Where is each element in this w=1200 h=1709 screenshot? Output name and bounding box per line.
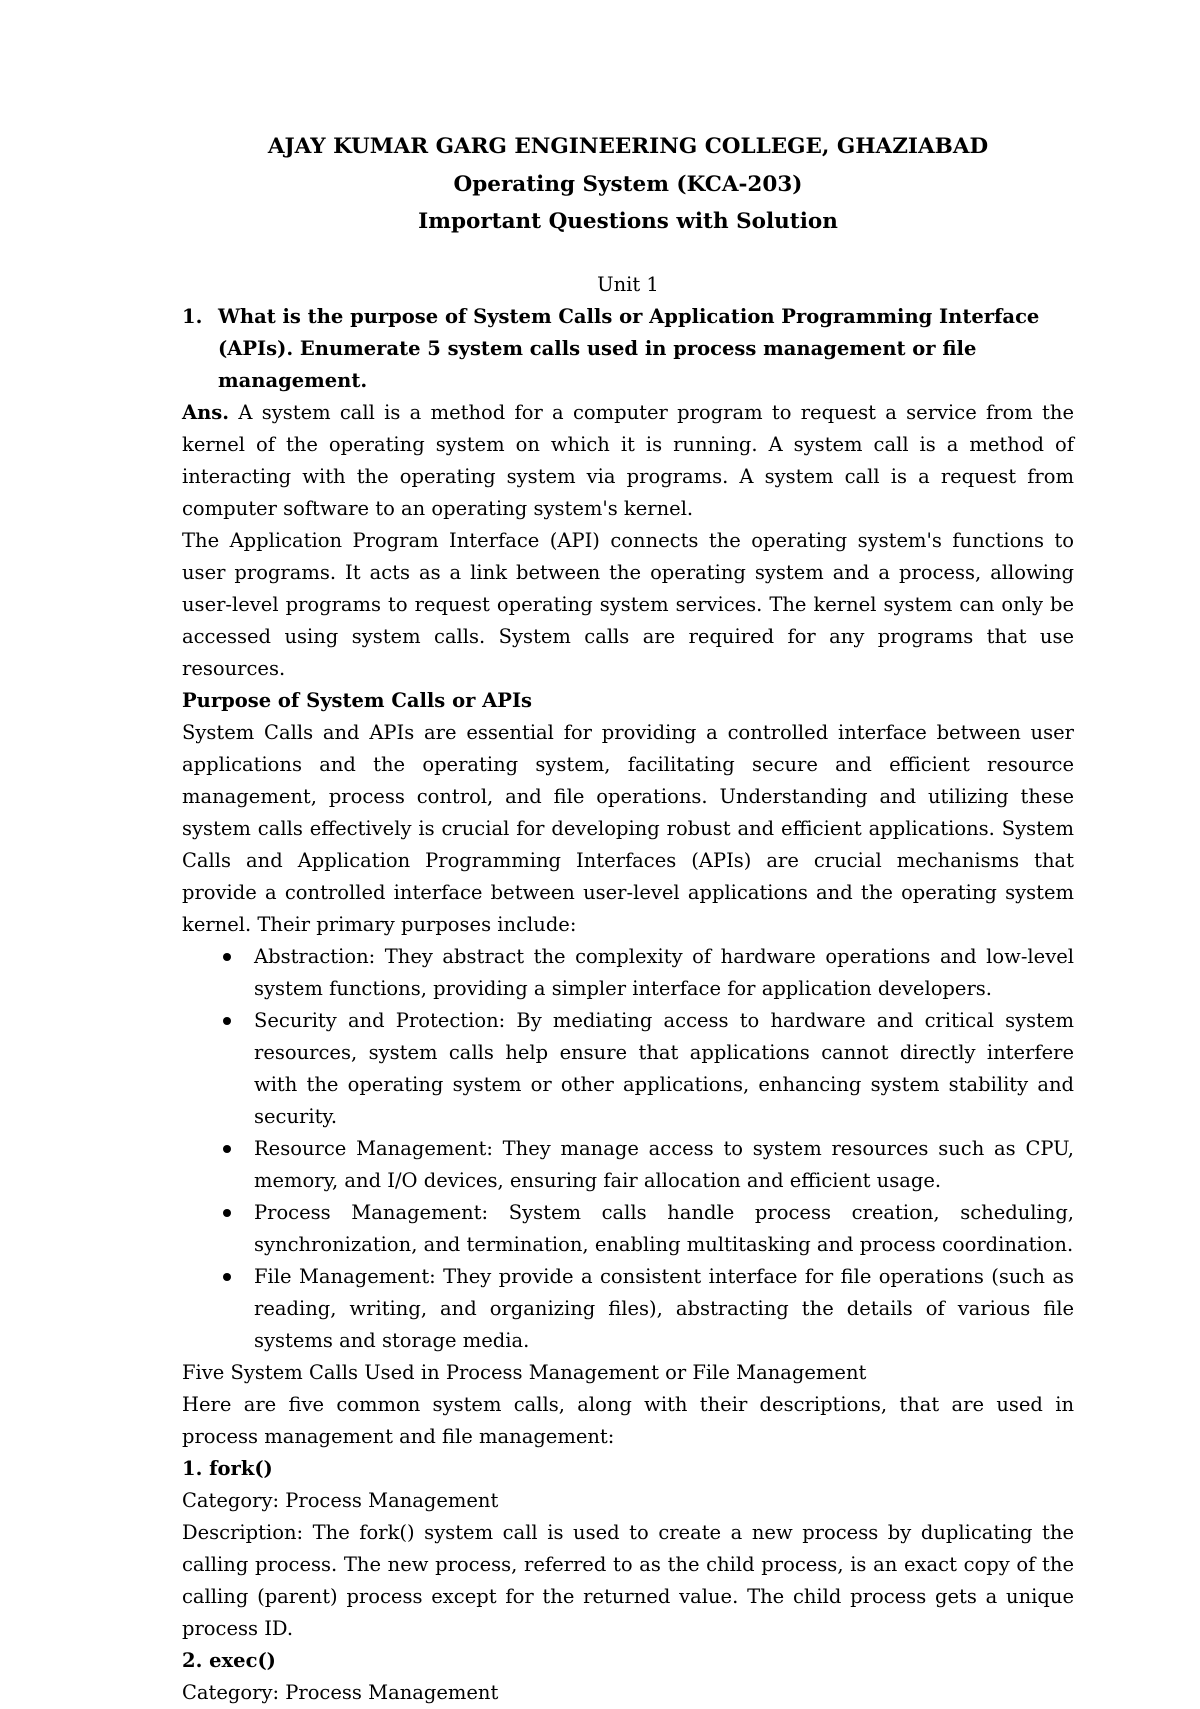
list-item [182, 1133, 1074, 1197]
answer-paragraph-2: The Application Program Interface (API) connects the operating system's functions to user programs. It acts as a link between the operating system and a process, allowing user-level programs to request operating system services. The kernel system can only be accessed using system calls. System calls are required for any programs that use resources. [182, 528, 1074, 680]
bullet-text-abstraction: Abstraction: They abstract the complexity of hardware operations and low-level system functions, providing a simpler interface for application developers. [254, 944, 1074, 1000]
bullet-text-resource: Resource Management: They manage access to system resources such as CPU, memory, and I/O devices, ensuring fair allocation and efficient usage. [254, 1136, 1074, 1192]
bullet-text-process: Process Management: System calls handle process creation, scheduling, synchronization, and termination, enabling multitasking and process coordination. [254, 1200, 1074, 1256]
five-calls-heading: Five System Calls Used in Process Management or File Management [182, 1360, 867, 1384]
question-1 [182, 301, 1074, 397]
bullet-icon [182, 1133, 254, 1197]
answer-paragraph-1 [182, 397, 1074, 525]
bullet-icon [182, 941, 254, 1005]
exec-category: Category: Process Management [182, 1680, 499, 1704]
list-item [182, 1261, 1074, 1357]
fork-category: Category: Process Management [182, 1488, 499, 1512]
course-title: Operating System (KCA-203) [453, 171, 803, 197]
bullet-text-security: Security and Protection: By mediating access to hardware and critical system resources, system calls help ensure that applications cannot directly interfere with the operating system or other applications, enhancing system stability and security. [254, 1008, 1074, 1128]
answer-text-1: A system call is a method for a computer program to request a service from the kernel of the operating system on which it is running. A system call is a method of interacting with the operating system via programs. A system call is a request from computer software to an operating system's kernel. [182, 400, 1074, 520]
fork-title: 1. fork() [182, 1456, 273, 1480]
exec-title: 2. exec() [182, 1648, 276, 1672]
purpose-paragraph: System Calls and APIs are essential for providing a controlled interface between user applications and the operating system, facilitating secure and efficient resource management, process control, and file operations. Understanding and utilizing these system calls effectively is crucial for developing robust and efficient applications. System Calls and Application Programming Interfaces (APIs) are crucial mechanisms that provide a controlled interface between user-level applications and the operating system kernel. Their primary purposes include: [182, 720, 1074, 936]
document-content [182, 128, 1074, 1709]
list-item [182, 1197, 1074, 1261]
fork-description: Description: The fork() system call is used to create a new process by duplicating the calling process. The new process, referred to as the child process, is an exact copy of the calling (parent) process except for the returned value. The child process gets a unique process ID. [182, 1520, 1074, 1640]
bullet-icon [182, 1197, 254, 1261]
bullet-icon [182, 1261, 254, 1357]
list-item [182, 941, 1074, 1005]
question-text: What is the purpose of System Calls or Application Programming Interface (APIs). Enumerate 5 system calls used in process management or file management. [218, 304, 1040, 392]
bullet-text-file: File Management: They provide a consistent interface for file operations (such as reading, writing, and organizing files), abstracting the details of various file systems and storage media. [254, 1264, 1074, 1352]
list-item [182, 1005, 1074, 1133]
college-title: AJAY KUMAR GARG ENGINEERING COLLEGE, GHAZIABAD [267, 134, 989, 159]
purpose-heading: Purpose of System Calls or APIs [182, 688, 533, 712]
question-number: 1. [182, 304, 203, 328]
five-calls-intro: Here are five common system calls, along with their descriptions, that are used in process management and file management: [182, 1392, 1074, 1448]
document-subtitle: Important Questions with Solution [418, 209, 838, 234]
bullet-icon [182, 1005, 254, 1133]
answer-label: Ans. [182, 400, 230, 424]
purpose-bullet-list [182, 941, 1074, 1357]
unit-heading: Unit 1 [597, 272, 659, 296]
